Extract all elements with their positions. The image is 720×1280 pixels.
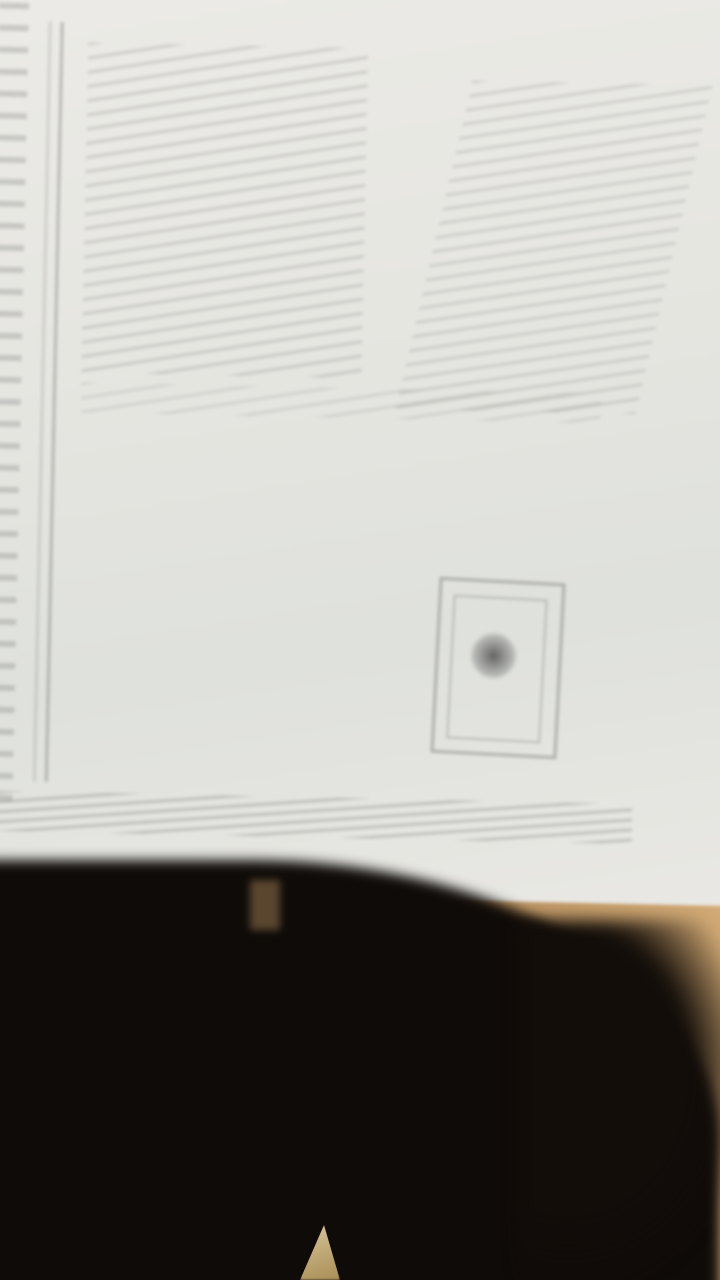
left-margin-text [0, 0, 30, 801]
stamp-box [430, 577, 565, 759]
table-glint [250, 880, 280, 930]
blurred-footer-text [0, 791, 632, 844]
blurred-text-block [396, 81, 713, 414]
blurred-text-block [81, 42, 368, 378]
hand-shadow-edge [520, 920, 720, 1280]
